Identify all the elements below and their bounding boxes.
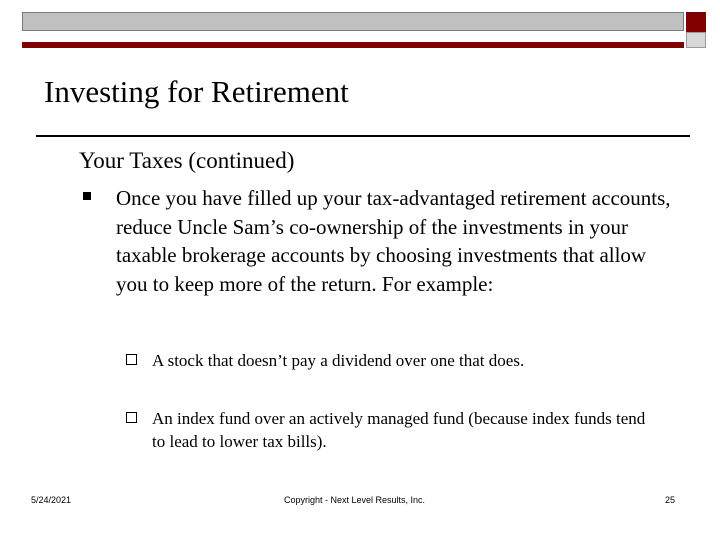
bullet-text: Once you have filled up your tax-advantaged retirement accounts, reduce Uncle Sam’s co-ownership of the investments in your taxable brokerage accounts by choosing investments that allow you to keep more of the return. For example: bbox=[116, 186, 671, 296]
hollow-square-bullet-icon bbox=[126, 354, 137, 365]
header-band-grey bbox=[22, 12, 684, 31]
sub-bullet-text: A stock that doesn’t pay a dividend over one that does. bbox=[152, 351, 525, 370]
slide-title: Investing for Retirement bbox=[44, 74, 349, 109]
page-number: 25 bbox=[665, 495, 676, 505]
corner-square-grey bbox=[686, 32, 706, 48]
corner-square-red bbox=[686, 12, 706, 32]
hollow-square-bullet-icon bbox=[126, 412, 137, 423]
sub-bullet-text: An index fund over an actively managed fund (because index funds tend to lead to lower tax bills). bbox=[152, 409, 646, 451]
header-band bbox=[22, 12, 684, 36]
footer-copyright: Copyright - Next Level Results, Inc. bbox=[284, 495, 426, 505]
footer-date: 5/24/2021 bbox=[31, 495, 72, 505]
corner-decoration bbox=[686, 12, 708, 44]
square-bullet-icon bbox=[83, 192, 91, 200]
title-underline bbox=[36, 135, 690, 137]
header-band-red bbox=[22, 42, 684, 48]
slide-subtitle: Your Taxes (continued) bbox=[79, 148, 295, 173]
